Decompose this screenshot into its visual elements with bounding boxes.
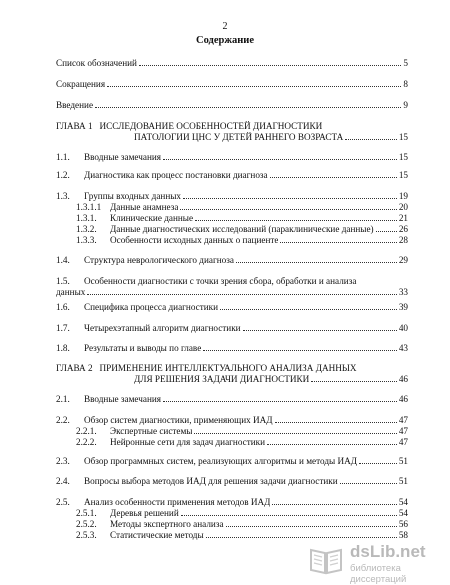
page-number: 2 — [222, 21, 228, 32]
chapter-title-line1: ИССЛЕДОВАНИЕ ОСОБЕННОСТЕЙ ДИАГНОСТИКИ — [99, 121, 323, 131]
chapter-number: ГЛАВА 1 — [56, 121, 93, 131]
toc-entry-1-3-2[interactable]: 1.3.2. Данные диагностических исследований (параклинические данные) 26 — [76, 224, 408, 234]
toc-entry-1-7[interactable]: 1.7. Четырехэтапный алгоритм диагностики 40 — [56, 323, 408, 333]
toc-entry-1-3[interactable]: 1.3. Группы входных данных 19 — [56, 191, 408, 201]
toc-entry-abbreviations[interactable]: Сокращения 8 — [56, 79, 408, 89]
chapter-page: 46 — [398, 374, 408, 384]
chapter-title-line2: ПАТОЛОГИИ ЦНС У ДЕТЕЙ РАННЕГО ВОЗРАСТА — [134, 132, 344, 142]
toc-entry-2-2[interactable]: 2.2. Обзор систем диагностики, применяющих ИАД 47 — [56, 415, 408, 425]
watermark-brand: dsLib.net — [350, 542, 426, 561]
toc-entry-1-5[interactable]: 1.5. Особенности диагностики с точки зрения сбора, обработки и анализа данных 33 — [56, 276, 408, 297]
toc-entry-introduction[interactable]: Введение 9 — [56, 100, 408, 110]
toc-entry-1-6[interactable]: 1.6. Специфика процесса диагностики 39 — [56, 302, 408, 312]
toc-chapter-1[interactable] — [56, 121, 408, 143]
toc-entry-2-5-3[interactable]: 2.5.3. Статистические методы 58 — [76, 530, 408, 540]
chapter-title-line1: ПРИМЕНЕНИЕ ИНТЕЛЛЕКТУАЛЬНОГО АНАЛИЗА ДАННЫХ — [99, 363, 357, 373]
toc-entry-1-4[interactable]: 1.4. Структура неврологического диагноза 29 — [56, 255, 408, 265]
chapter-title-line2: ДЛЯ РЕШЕНИЯ ЗАДАЧИ ДИАГНОСТИКИ — [134, 374, 310, 384]
watermark-tagline: библиотека диссертаций — [350, 563, 407, 585]
chapter-number: ГЛАВА 2 — [56, 363, 93, 373]
toc-entry-2-2-2[interactable]: 2.2.2. Нейронные сети для задач диагностики 47 — [76, 437, 408, 447]
book-icon — [308, 542, 344, 578]
toc-entry-2-5-1[interactable]: 2.5.1. Деревья решений 54 — [76, 508, 408, 518]
toc-entry-1-3-1[interactable]: 1.3.1. Клинические данные 21 — [76, 213, 408, 223]
toc-chapter-2[interactable] — [56, 363, 408, 385]
toc-entry-2-5[interactable]: 2.5. Анализ особенности применения методов ИАД 54 — [56, 497, 408, 507]
toc-entry-1-2[interactable]: 1.2. Диагностика как процесс постановки диагноза 15 — [56, 170, 408, 180]
toc-entry-1-3-3[interactable]: 1.3.3. Особенности исходных данных о пациенте 28 — [76, 235, 408, 245]
toc-entry-1-1[interactable]: 1.1. Вводные замечания 15 — [56, 152, 408, 162]
toc-entry-2-3[interactable]: 2.3. Обзор программных систем, реализующих алгоритмы и методы ИАД 51 — [56, 456, 408, 466]
toc-entry-2-4[interactable]: 2.4. Вопросы выбора методов ИАД для решения задачи диагностики 51 — [56, 476, 408, 486]
toc-entry-2-1[interactable]: 2.1. Вводные замечания 46 — [56, 394, 408, 404]
toc-entry-symbols[interactable]: Список обозначений 5 — [56, 58, 408, 68]
watermark — [300, 538, 450, 585]
toc-entry-2-5-2[interactable]: 2.5.2. Методы экспертного анализа 56 — [76, 519, 408, 529]
toc-entry-2-2-1[interactable]: 2.2.1. Экспертные системы 47 — [76, 426, 408, 436]
toc-entry-1-8[interactable]: 1.8. Результаты и выводы по главе 43 — [56, 343, 408, 353]
toc-entry-1-3-1-1[interactable]: 1.3.1.1 Данные анамнеза 20 — [76, 202, 408, 212]
chapter-page: 15 — [398, 132, 408, 142]
toc-heading: Содержание — [196, 35, 254, 46]
